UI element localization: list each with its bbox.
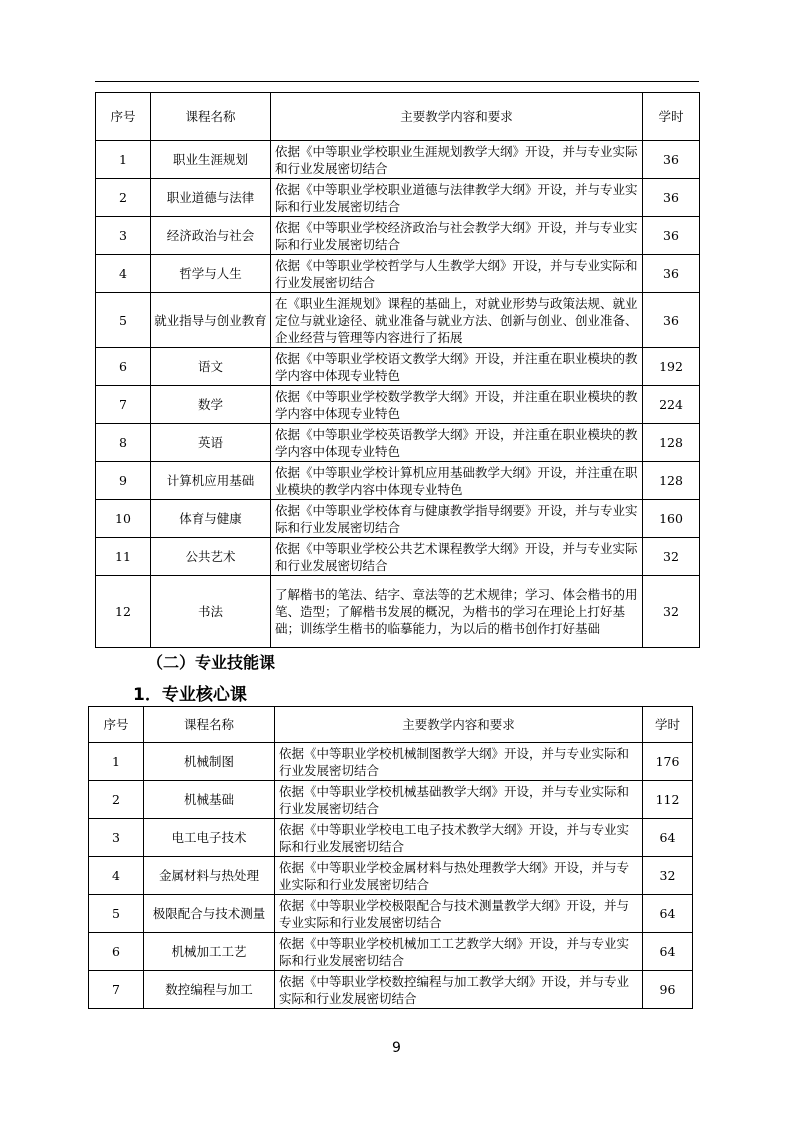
row-num: 1 (96, 141, 151, 179)
table-row (89, 781, 693, 819)
row-num: 3 (89, 819, 144, 857)
row-hours: 36 (643, 293, 700, 348)
table-row (96, 424, 700, 462)
table-row (89, 895, 693, 933)
row-content: 依据《中等职业学校计算机应用基础教学大纲》开设，并注重在职业模块的教学内容中体现专业特色 (271, 462, 643, 500)
table-row (89, 819, 693, 857)
header-course-name: 课程名称 (151, 93, 271, 141)
section-heading: （二）专业技能课 (147, 653, 276, 672)
table-row (89, 971, 693, 1009)
row-num: 1 (89, 743, 144, 781)
row-course-name: 语文 (151, 348, 271, 386)
row-hours: 32 (643, 857, 693, 895)
row-course-name: 就业指导与创业教育 (151, 293, 271, 348)
public-courses-table (95, 92, 700, 648)
row-hours: 64 (643, 895, 693, 933)
header-content: 主要教学内容和要求 (271, 93, 643, 141)
row-content: 依据《中等职业学校数控编程与加工教学大纲》开设，并与专业实际和行业发展密切结合 (275, 971, 643, 1009)
row-content: 依据《中等职业学校机械制图教学大纲》开设，并与专业实际和行业发展密切结合 (275, 743, 643, 781)
table-row (96, 255, 700, 293)
row-hours: 32 (643, 538, 700, 576)
row-content: 在《职业生涯规划》课程的基础上，对就业形势与政策法规、就业定位与就业途径、就业准备与就业方法、创新与创业、创业准备、企业经营与管理等内容进行了拓展 (271, 293, 643, 348)
table-header-row (89, 707, 693, 743)
row-course-name: 公共艺术 (151, 538, 271, 576)
row-content: 依据《中等职业学校职业生涯规划教学大纲》开设，并与专业实际和行业发展密切结合 (271, 141, 643, 179)
row-content: 依据《中等职业学校体育与健康教学指导纲要》开设，并与专业实际和行业发展密切结合 (271, 500, 643, 538)
row-num: 5 (89, 895, 144, 933)
row-content: 依据《中等职业学校极限配合与技术测量教学大纲》开设，并与专业实际和行业发展密切结合 (275, 895, 643, 933)
row-course-name: 职业道德与法律 (151, 179, 271, 217)
row-hours: 112 (643, 781, 693, 819)
table-row (96, 386, 700, 424)
row-num: 7 (96, 386, 151, 424)
row-course-name: 机械制图 (144, 743, 275, 781)
row-course-name: 机械基础 (144, 781, 275, 819)
core-courses-table (88, 706, 693, 1009)
row-hours: 64 (643, 933, 693, 971)
row-course-name: 金属材料与热处理 (144, 857, 275, 895)
table-row (89, 743, 693, 781)
row-content: 依据《中等职业学校语文教学大纲》开设，并注重在职业模块的教学内容中体现专业特色 (271, 348, 643, 386)
row-course-name: 电工电子技术 (144, 819, 275, 857)
row-hours: 176 (643, 743, 693, 781)
row-course-name: 体育与健康 (151, 500, 271, 538)
header-content: 主要教学内容和要求 (275, 707, 643, 743)
table-header-row (96, 93, 700, 141)
row-num: 5 (96, 293, 151, 348)
table-row (96, 538, 700, 576)
row-hours: 128 (643, 424, 700, 462)
row-num: 2 (89, 781, 144, 819)
row-course-name: 数控编程与加工 (144, 971, 275, 1009)
table-row (89, 857, 693, 895)
table-row (96, 217, 700, 255)
row-course-name: 经济政治与社会 (151, 217, 271, 255)
row-hours: 96 (643, 971, 693, 1009)
header-hours: 学时 (643, 93, 700, 141)
row-num: 3 (96, 217, 151, 255)
table-row (96, 179, 700, 217)
row-content: 依据《中等职业学校职业道德与法律教学大纲》开设，并与专业实际和行业发展密切结合 (271, 179, 643, 217)
row-content: 依据《中等职业学校金属材料与热处理教学大纲》开设，并与专业实际和行业发展密切结合 (275, 857, 643, 895)
row-hours: 32 (643, 576, 700, 648)
row-content: 依据《中等职业学校机械加工工艺教学大纲》开设，并与专业实际和行业发展密切结合 (275, 933, 643, 971)
table-row (96, 462, 700, 500)
table-row (89, 933, 693, 971)
row-num: 6 (89, 933, 144, 971)
row-num: 11 (96, 538, 151, 576)
row-num: 6 (96, 348, 151, 386)
header-rule (95, 81, 699, 82)
row-hours: 36 (643, 179, 700, 217)
row-hours: 224 (643, 386, 700, 424)
table-row (96, 293, 700, 348)
header-num: 序号 (89, 707, 144, 743)
table-row (96, 348, 700, 386)
row-content: 依据《中等职业学校公共艺术课程教学大纲》开设，并与专业实际和行业发展密切结合 (271, 538, 643, 576)
header-course-name: 课程名称 (144, 707, 275, 743)
row-course-name: 数学 (151, 386, 271, 424)
row-num: 4 (96, 255, 151, 293)
row-hours: 192 (643, 348, 700, 386)
row-num: 12 (96, 576, 151, 648)
row-num: 8 (96, 424, 151, 462)
subsection-heading: 1．专业核心课 (133, 685, 247, 705)
row-hours: 36 (643, 141, 700, 179)
table-row (96, 500, 700, 538)
row-num: 2 (96, 179, 151, 217)
row-num: 10 (96, 500, 151, 538)
table-row (96, 576, 700, 648)
row-course-name: 职业生涯规划 (151, 141, 271, 179)
row-course-name: 书法 (151, 576, 271, 648)
page-number: 9 (392, 1040, 401, 1056)
row-content: 了解楷书的笔法、结字、章法等的艺术规律；学习、体会楷书的用笔、造型；了解楷书发展的概况，为楷书的学习在理论上打好基础；训练学生楷书的临摹能力，为以后的楷书创作打好基础 (271, 576, 643, 648)
row-content: 依据《中等职业学校英语教学大纲》开设，并注重在职业模块的教学内容中体现专业特色 (271, 424, 643, 462)
row-hours: 160 (643, 500, 700, 538)
row-hours: 64 (643, 819, 693, 857)
row-content: 依据《中等职业学校数学教学大纲》开设，并注重在职业模块的教学内容中体现专业特色 (271, 386, 643, 424)
header-hours: 学时 (643, 707, 693, 743)
row-hours: 36 (643, 255, 700, 293)
row-num: 4 (89, 857, 144, 895)
row-course-name: 哲学与人生 (151, 255, 271, 293)
row-content: 依据《中等职业学校哲学与人生教学大纲》开设，并与专业实际和行业发展密切结合 (271, 255, 643, 293)
row-num: 9 (96, 462, 151, 500)
header-num: 序号 (96, 93, 151, 141)
row-content: 依据《中等职业学校电工电子技术教学大纲》开设，并与专业实际和行业发展密切结合 (275, 819, 643, 857)
row-course-name: 英语 (151, 424, 271, 462)
row-course-name: 极限配合与技术测量 (144, 895, 275, 933)
row-content: 依据《中等职业学校机械基础教学大纲》开设，并与专业实际和行业发展密切结合 (275, 781, 643, 819)
table-row (96, 141, 700, 179)
row-hours: 128 (643, 462, 700, 500)
row-num: 7 (89, 971, 144, 1009)
row-course-name: 机械加工工艺 (144, 933, 275, 971)
row-hours: 36 (643, 217, 700, 255)
row-content: 依据《中等职业学校经济政治与社会教学大纲》开设，并与专业实际和行业发展密切结合 (271, 217, 643, 255)
row-course-name: 计算机应用基础 (151, 462, 271, 500)
